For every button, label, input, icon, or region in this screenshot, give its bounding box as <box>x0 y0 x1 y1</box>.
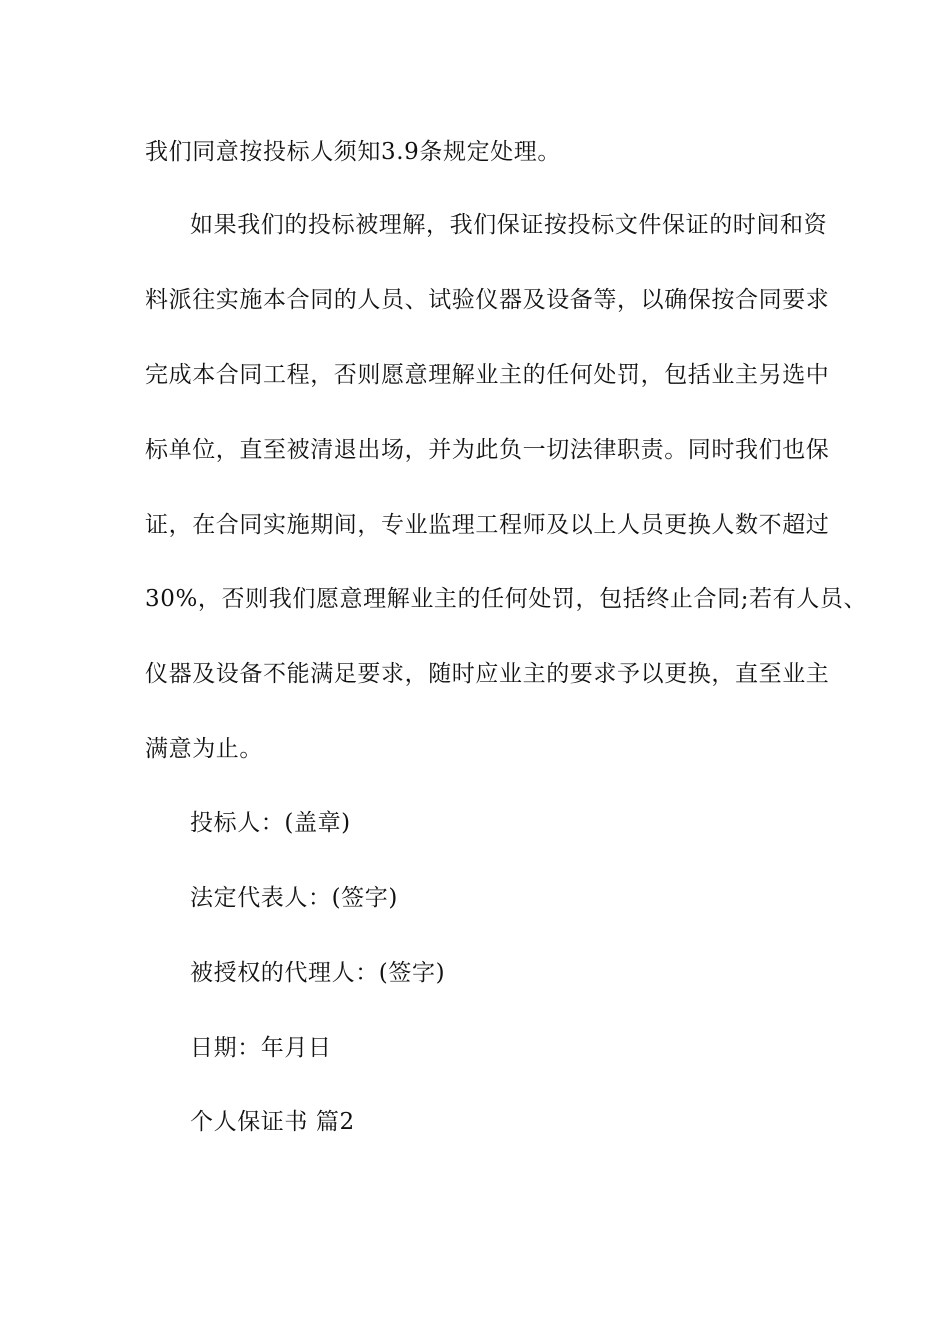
legal-representative-line: 法定代表人：(签字) <box>190 885 398 911</box>
paragraph-line: 满意为止。 <box>145 736 263 762</box>
paragraph-line: 证，在合同实施期间，专业监理工程师及以上人员更换人数不超过 <box>145 512 830 538</box>
paragraph-line: 标单位，直至被清退出场，并为此负一切法律职责。同时我们也保 <box>145 437 830 463</box>
date-line: 日期：年月日 <box>190 1035 332 1061</box>
authorized-agent-line: 被授权的代理人：(签字) <box>190 960 446 986</box>
section-heading: 个人保证书 篇2 <box>190 1109 355 1135</box>
paragraph-line: 完成本合同工程，否则愿意理解业主的任何处罚，包括业主另选中 <box>145 362 830 388</box>
paragraph-line: 30%，否则我们愿意理解业主的任何处罚，包括终止合同;若有人员、 <box>145 586 868 612</box>
paragraph-line: 料派往实施本合同的人员、试验仪器及设备等，以确保按合同要求 <box>145 287 830 313</box>
paragraph-line: 我们同意按投标人须知3.9条规定处理。 <box>145 139 561 165</box>
paragraph-line: 如果我们的投标被理解，我们保证按投标文件保证的时间和资 <box>190 212 828 238</box>
bidder-seal-line: 投标人：(盖章) <box>190 810 351 836</box>
paragraph-line: 仪器及设备不能满足要求，随时应业主的要求予以更换，直至业主 <box>145 661 830 687</box>
